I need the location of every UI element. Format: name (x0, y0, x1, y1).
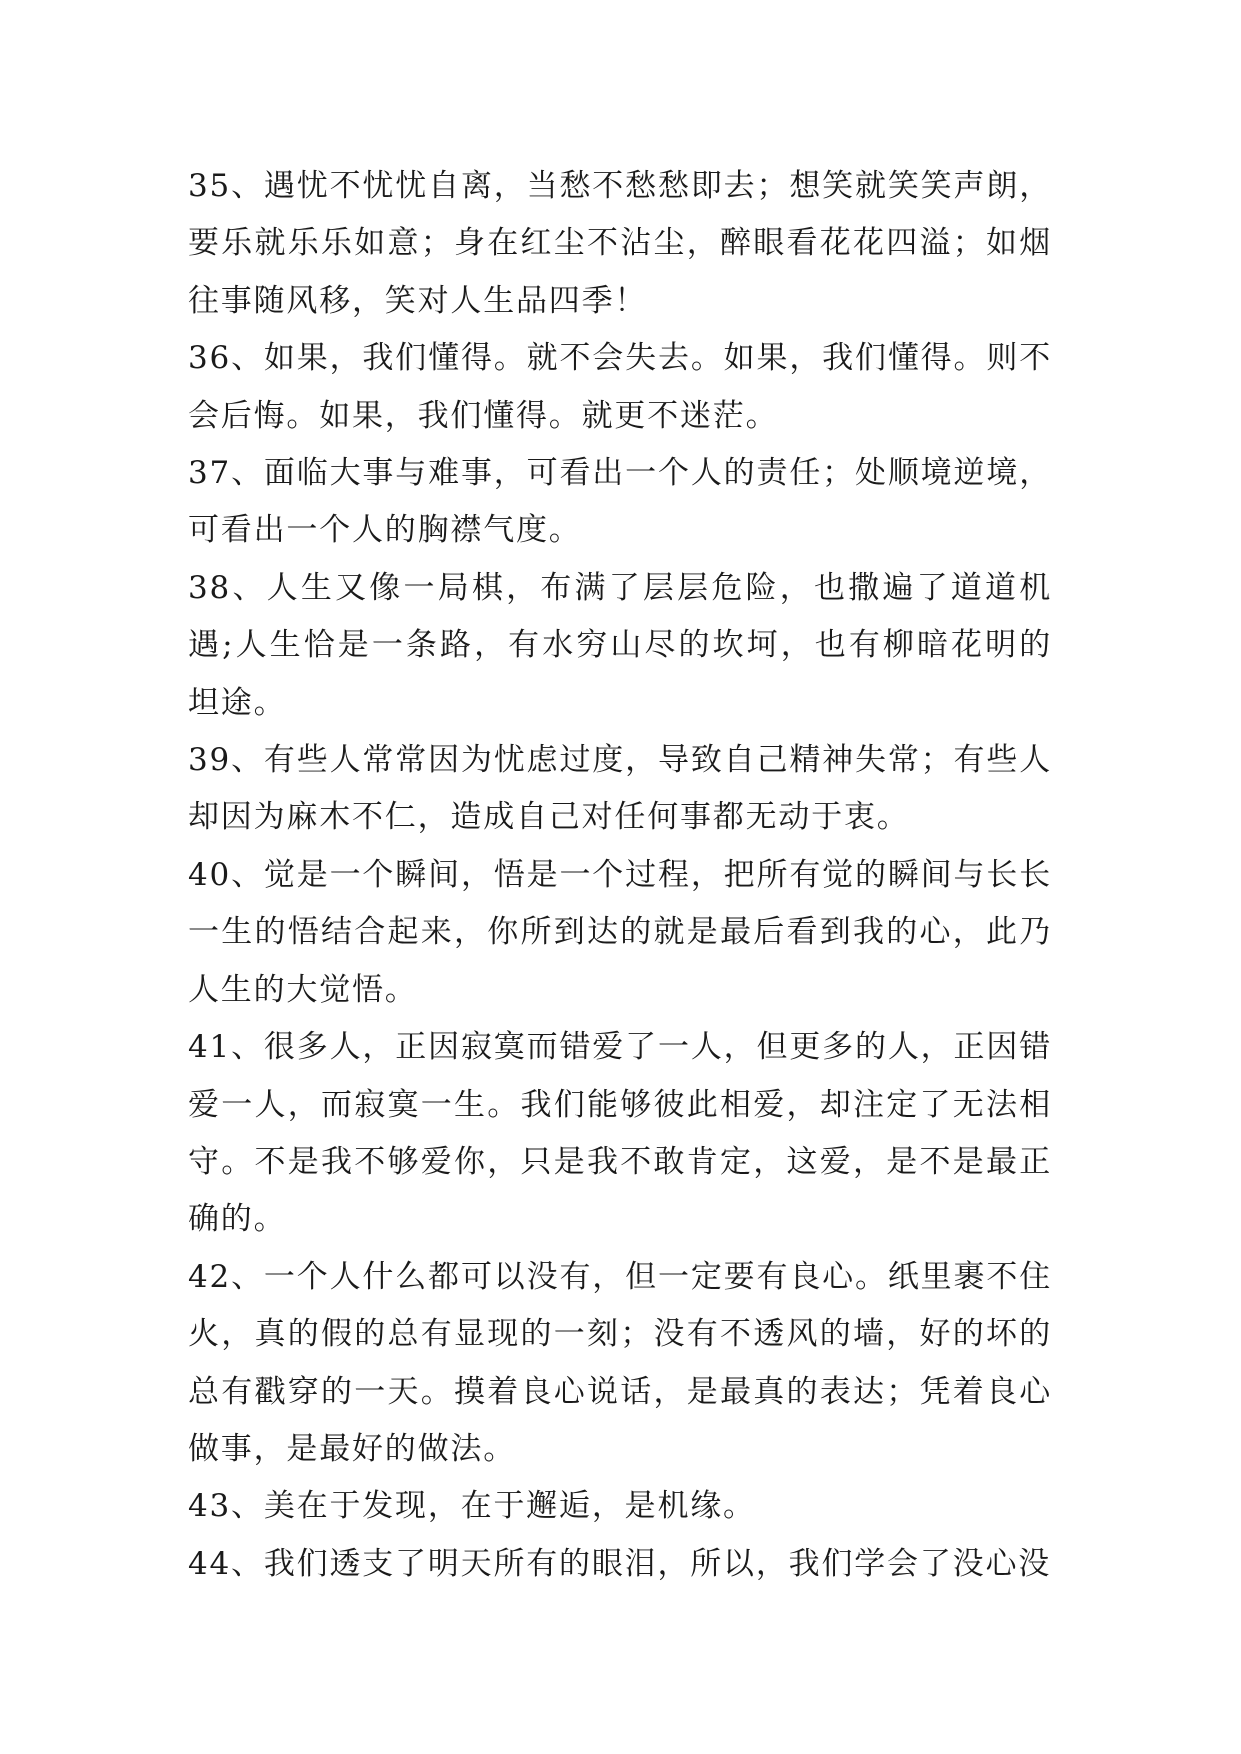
paragraph-41: 41、很多人，正因寂寞而错爱了一人，但更多的人，正因错爱一人，而寂寞一生。我们能够彼此相爱，却注定了无法相守。不是我不够爱你，只是我不敢肯定，这爱，是不是最正确的。 (188, 1029, 1052, 1238)
paragraph-37: 37、面临大事与难事，可看出一个人的责任；处顺境逆境，可看出一个人的胸襟气度。 (188, 455, 1052, 549)
paragraph-36: 36、如果，我们懂得。就不会失去。如果，我们懂得。则不会后悔。如果，我们懂得。就更不迷茫。 (188, 340, 1052, 434)
paragraph-35: 35、遇忧不忧忧自离，当愁不愁愁即去；想笑就笑笑声朗，要乐就乐乐如意；身在红尘不沾尘，醉眼看花花四溢；如烟往事随风移，笑对人生品四季！ (188, 168, 1052, 319)
paragraph-38: 38、人生又像一局棋，布满了层层危险，也撒遍了道道机遇;人生恰是一条路，有水穷山尽的坎坷，也有柳暗花明的坦途。 (188, 569, 1052, 721)
paragraph-42: 42、一个人什么都可以没有，但一定要有良心。纸里裹不住火，真的假的总有显现的一刻；没有不透风的墙，好的坏的总有戳穿的一天。摸着良心说话，是最真的表达；凭着良心做事，是最好的做法。 (188, 1258, 1052, 1467)
paragraph-39: 39、有些人常常因为忧虑过度，导致自己精神失常；有些人却因为麻木不仁，造成自己对任何事都无动于衷。 (188, 742, 1052, 836)
paragraph-40: 40、觉是一个瞬间，悟是一个过程，把所有觉的瞬间与长长一生的悟结合起来，你所到达的就是最后看到我的心，此乃人生的大觉悟。 (188, 856, 1052, 1008)
paragraph-44: 44、我们透支了明天所有的眼泪，所以，我们学会了没心没 (188, 1545, 1052, 1582)
document-body (188, 158, 1052, 1593)
paragraph-43: 43、美在于发现，在于邂逅，是机缘。 (188, 1488, 756, 1525)
